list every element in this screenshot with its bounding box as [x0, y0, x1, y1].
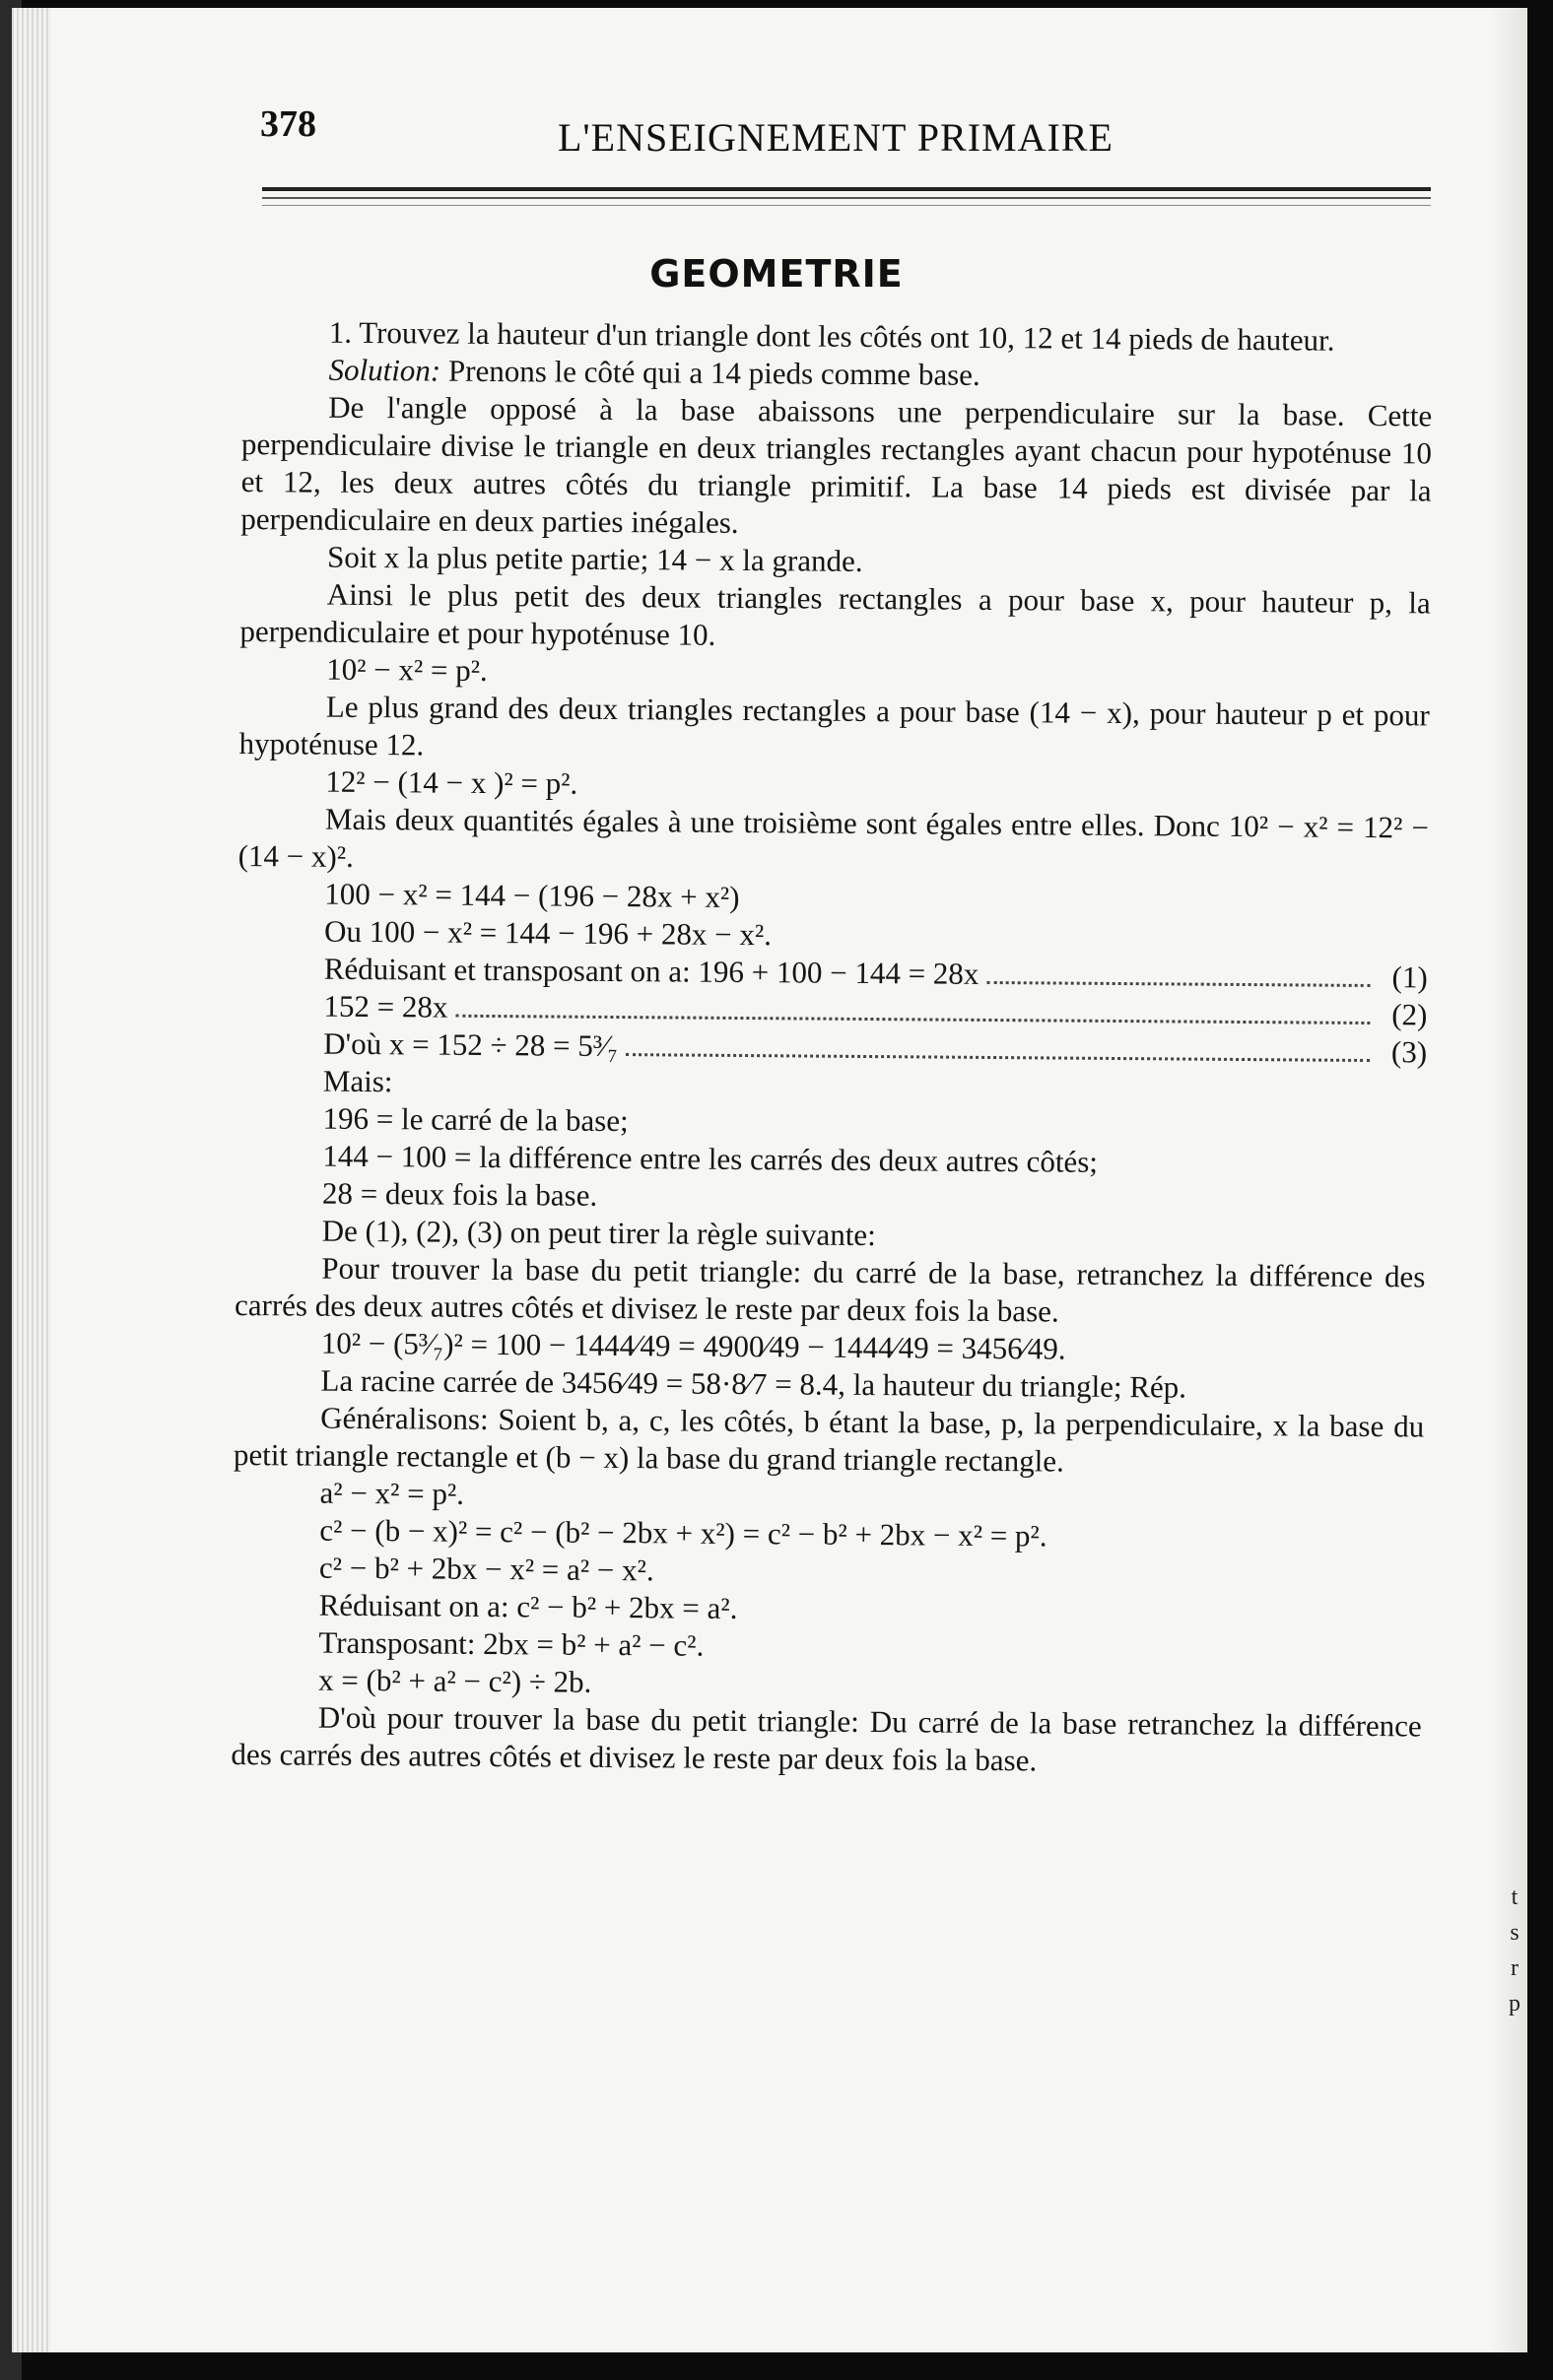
- equation-number: (3): [1390, 1034, 1428, 1070]
- leader-dots: [626, 1053, 1370, 1062]
- fragment-letter: s: [1510, 1920, 1519, 1946]
- line: 196 = le carré de la base;: [322, 1100, 629, 1139]
- equation: a² − x² = p².: [319, 1475, 465, 1511]
- equation-number: (2): [1391, 997, 1428, 1032]
- equation: c² − b² + 2bx − x² = a² − x².: [318, 1550, 654, 1588]
- leader-dots: [455, 1015, 1370, 1025]
- equation: 10² − (5³⁄₇)² = 100 − 1444⁄49 = 4900⁄49 − 1444⁄49 = 3456⁄49.: [320, 1325, 1066, 1366]
- equation-number: (1): [1391, 959, 1428, 995]
- header-rule: [262, 197, 1431, 199]
- line: 144 − 100 = la différence entre les carrés des deux autres côtés;: [322, 1138, 1099, 1179]
- rule-paragraph: Pour trouver la base du petit triangle: du carré de la base, retranchez la différence des carrés des deux autres côtés et divisez le reste par deux fois la base.: [234, 1250, 1426, 1329]
- equation: x = (b² + a² − c²) ÷ 2b.: [317, 1662, 592, 1699]
- line: Mais:: [322, 1063, 393, 1099]
- equation: c² − (b − x)² = c² − (b² − 2bx + x²) = c² − b² + 2bx − x² = p².: [319, 1512, 1047, 1554]
- equation: 100 − x² = 144 − (196 − 28x + x²): [324, 876, 740, 914]
- page-body: [231, 313, 1433, 1782]
- paragraph: Mais deux quantités égales à une troisième sont égales entre elles. Donc 10² − x² = 12² − (14 − x)².: [237, 801, 1430, 874]
- paragraph: Le plus grand des deux triangles rectangles a pour base (14 − x), pour hauteur p et pour hypoténuse 12.: [238, 689, 1430, 762]
- line: 28 = deux fois la base.: [321, 1175, 598, 1213]
- equation: 10² − x² = p².: [326, 651, 488, 688]
- conclusion-paragraph: D'où pour trouver la base du petit triangle: Du carré de la base retranchez la différence des carrés des autres côtés et divisez le reste par deux fois la base.: [231, 1699, 1422, 1778]
- header-rule: [262, 187, 1431, 191]
- paragraph: La racine carrée de 3456⁄49 = 58·8⁄7 = 8.4, la hauteur du triangle; Rép.: [320, 1362, 1187, 1405]
- page-gutter: [12, 8, 51, 2352]
- equation: Transposant: 2bx = b² + a² − c².: [318, 1624, 705, 1663]
- equation-text: D'où x = 152 ÷ 28 = 5³⁄₇: [323, 1025, 619, 1064]
- paragraph: Généralisons: Soient b, a, c, les côtés, b étant la base, p, la perpendiculaire, x la base du petit triangle rectangle et (b − x) la base du grand triangle rectangle.: [233, 1400, 1425, 1479]
- header-rule: [262, 205, 1431, 206]
- equation-text: 152 = 28x: [323, 988, 448, 1025]
- leader-dots: [986, 981, 1370, 987]
- facing-page-fragment: [1504, 1880, 1525, 2021]
- equation: Ou 100 − x² = 144 − 196 + 28x − x².: [323, 913, 773, 953]
- equation: 12² − (14 − x )² = p².: [325, 763, 578, 801]
- fragment-letter: t: [1511, 1884, 1519, 1910]
- equation: Réduisant on a: c² − b² + 2bx = a².: [318, 1587, 738, 1625]
- fragment-letter: p: [1509, 1991, 1520, 2016]
- running-title: L'ENSEIGNEMENT PRIMAIRE: [558, 115, 1114, 160]
- problem-statement: 1. Trouvez la hauteur d'un triangle dont les côtés ont 10, 12 et 14 pieds de hauteur.: [328, 314, 1335, 358]
- section-title: GEOMETRIE: [649, 252, 904, 296]
- solution-label: Solution:: [328, 352, 441, 388]
- equation-text: Réduisant et transposant on a: 196 + 100 − 144 = 28x: [323, 951, 979, 991]
- paragraph: Ainsi le plus petit des deux triangles rectangles a pour base x, pour hauteur p, la perpendiculaire et pour hypoténuse 10.: [239, 576, 1431, 652]
- line: De (1), (2), (3) on peut tirer la règle suivante:: [321, 1213, 876, 1253]
- fragment-letter: r: [1511, 1955, 1519, 1981]
- solution-text: Prenons le côté qui a 14 pieds comme base.: [447, 353, 980, 392]
- page-number: 378: [260, 103, 316, 145]
- paragraph: Soit x la plus petite partie; 14 − x la grande.: [326, 539, 863, 578]
- paragraph: De l'angle opposé à la base abaissons une perpendiculaire sur la base. Cette perpendiculaire divise le triangle en deux triangles rectangles ayant chacun pour hypoténuse 10 et 12, les deux autres côtés du triangle primitif. La base 14 pieds est divisée par la perpendiculaire en deux parties inégales.: [240, 389, 1433, 540]
